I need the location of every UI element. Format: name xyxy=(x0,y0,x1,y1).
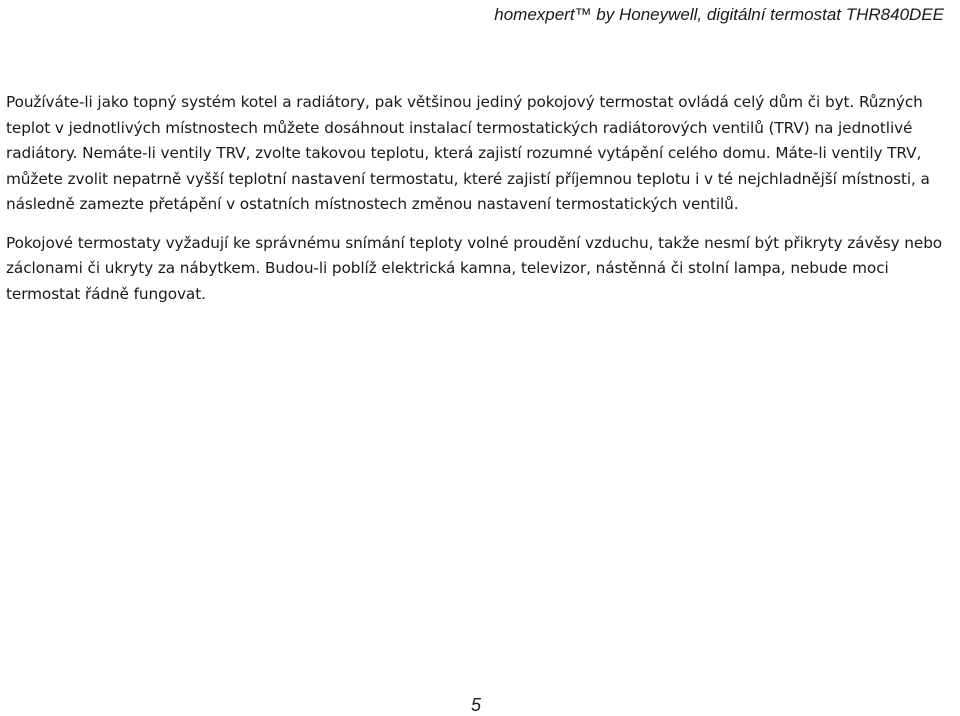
document-body xyxy=(6,90,958,320)
document-header: homexpert™ by Honeywell, digitální termostat THR840DEE xyxy=(494,5,944,24)
page-number: 5 xyxy=(470,695,481,715)
paragraph-thermostat-placement: Pokojové termostaty vyžadují ke správnému snímání teploty volné proudění vzduchu, takže nesmí být přikryty závěsy nebo záclonami či ukryty za nábytkem. Budou-li poblíž elektrická kamna, televizor, nástěnná či stolní lampa, nebude moci termostat řádně fungovat. xyxy=(6,233,943,303)
paragraph-heating-system: Používáte-li jako topný systém kotel a radiátory, pak většinou jediný pokojový termostat ovládá celý dům či byt. Různých teplot v jednotlivých místnostech můžete dosáhnout instalací termostatických radiátorových ventilů (TRV) na jednotlivé radiátory. Nemáte-li ventily TRV, zvolte takovou teplotu, která zajistí rozumné vytápění celého domu. Máte-li ventily TRV, můžete zvolit nepatrně vyšší teplotní nastavení termostatu, které zajistí příjemnou teplotu i v té nejchladnější místnosti, a následně zamezte přetápění v ostatních místnostech změnou nastavení termostatických ventilů. xyxy=(6,93,930,213)
